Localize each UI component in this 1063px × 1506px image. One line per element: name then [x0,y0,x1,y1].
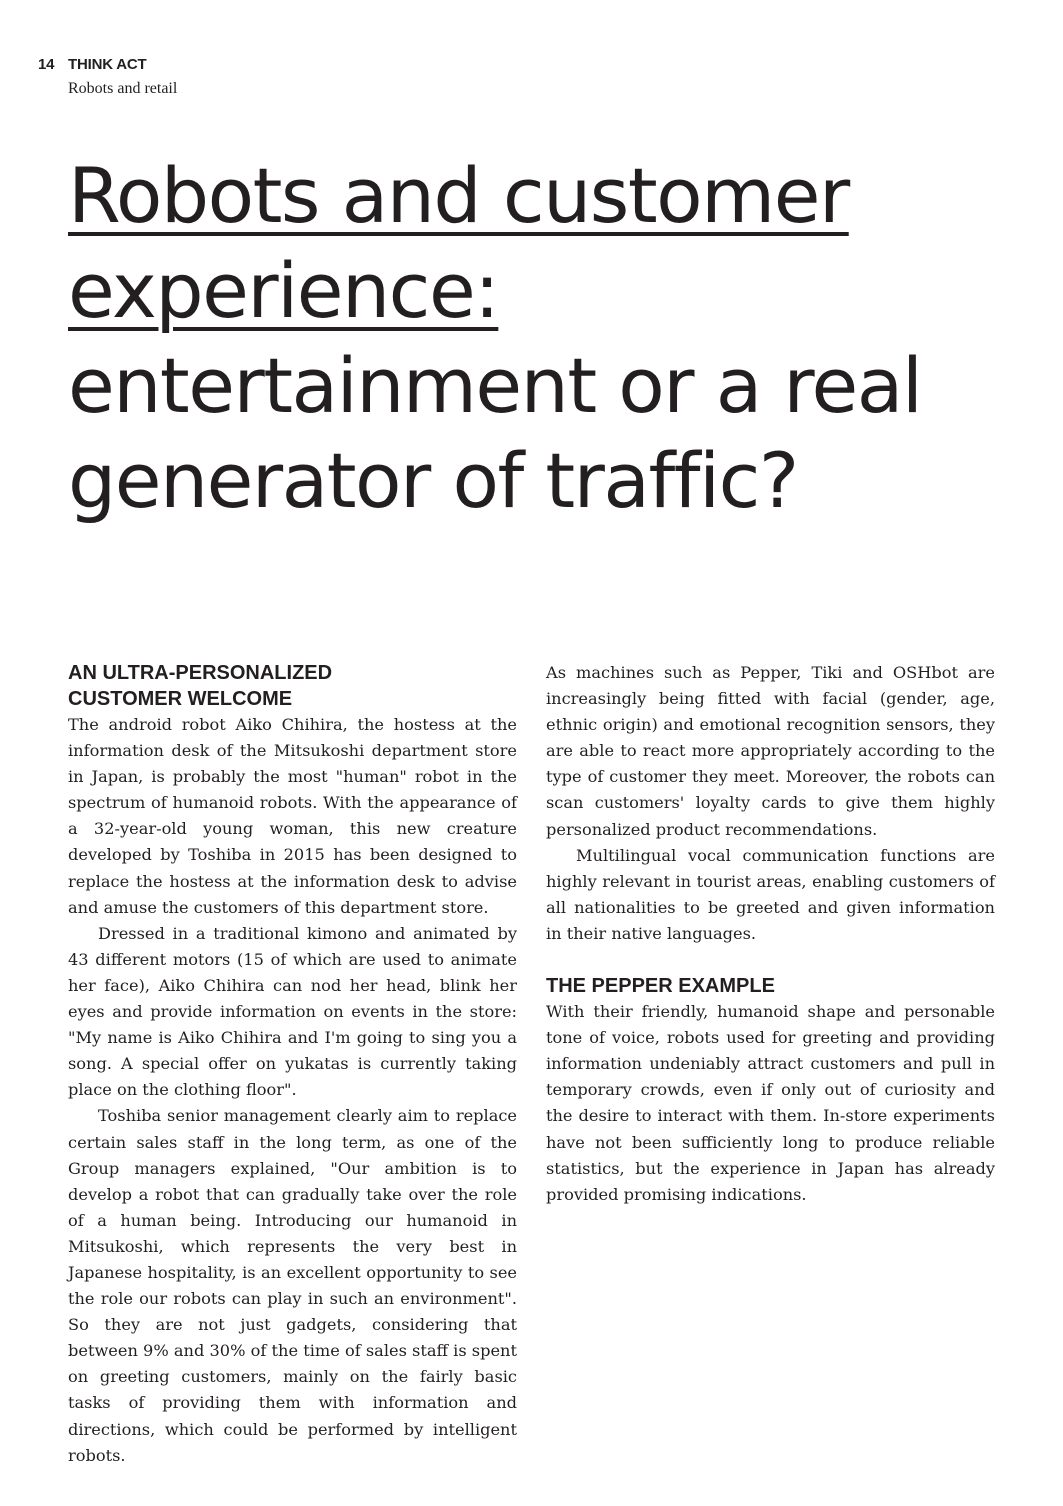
article-title [68,148,1028,528]
title-line-4: generator of traffic? [68,436,798,525]
title-line-3: entertainment or a real [68,341,922,430]
section-heading-personalized-welcome [68,660,517,712]
header-line [38,55,177,75]
body-paragraph: Toshiba senior management clearly aim to replace certain sales staff in the long term, as one of the Group managers explained, "Our ambition is to develop a robot that can gradually take over the role of a human being. Introducing our humanoid in Mitsukoshi, which represents the very best in Japanese hospitality, is an excellent opportunity to see the role our robots can play in such an environment". So they are not just gadgets, considering that between 9% and 30% of the time of sales staff is spent on greeting customers, mainly on the fairly basic tasks of providing them with information and directions, which could be performed by intelligent robots. [68,1106,517,1465]
body-paragraph: The android robot Aiko Chihira, the hostess at the information desk of the Mitsukoshi department store in Japan, is probably the most "human" robot in the spectrum of humanoid robots. With the appearance of a 32-year-old young woman, this new creature developed by Toshiba in 2015 has been designed to replace the hostess at the information desk to advise and amuse the customers of this department store. [68,715,517,917]
title-underlined-line-1: Robots and customer [68,151,849,240]
body-paragraph: Multilingual vocal communication functions are highly relevant in tourist areas, enabling customers of all nationalities to be greeted and given information in their native languages. [546,845,995,943]
section-label: Robots and retail [68,80,178,97]
left-column [68,660,517,1469]
heading-line-1: AN ULTRA-PERSONALIZED [68,662,333,684]
body-paragraph: With their friendly, humanoid shape and personable tone of voice, robots used for greeting and providing information undeniably attract customers and pull in temporary crowds, even if only out of curiosity and the desire to interact with them. In-store experiments have not been sufficiently long to produce reliable statistics, but the experience in Japan has already provided promising indications. [546,1002,995,1204]
page-header [38,55,177,99]
title-underlined-line-2: experience: [68,246,499,335]
body-paragraph: As machines such as Pepper, Tiki and OSHbot are increasingly being fitted with facial (gender, age, ethnic origin) and emotional recognition sensors, they are able to react more appropriately according to the type of customer they meet. Moreover, the robots can scan customers' loyalty cards to give them highly personalized product recommendations. [546,663,995,839]
page-number: 14 [38,56,55,73]
right-column [546,660,995,1208]
heading-line-2: CUSTOMER WELCOME [68,688,293,710]
publication-name: THINK ACT [68,56,147,73]
section-heading-pepper-example: THE PEPPER EXAMPLE [546,975,775,998]
body-paragraph: Dressed in a traditional kimono and animated by 43 different motors (15 of which are used to animate her face), Aiko Chihira can nod her head, blink her eyes and provide information on events in the store: "My name is Aiko Chihira and I'm going to sing you a song. A special offer on yukatas is currently taking place on the clothing floor". [68,923,517,1100]
